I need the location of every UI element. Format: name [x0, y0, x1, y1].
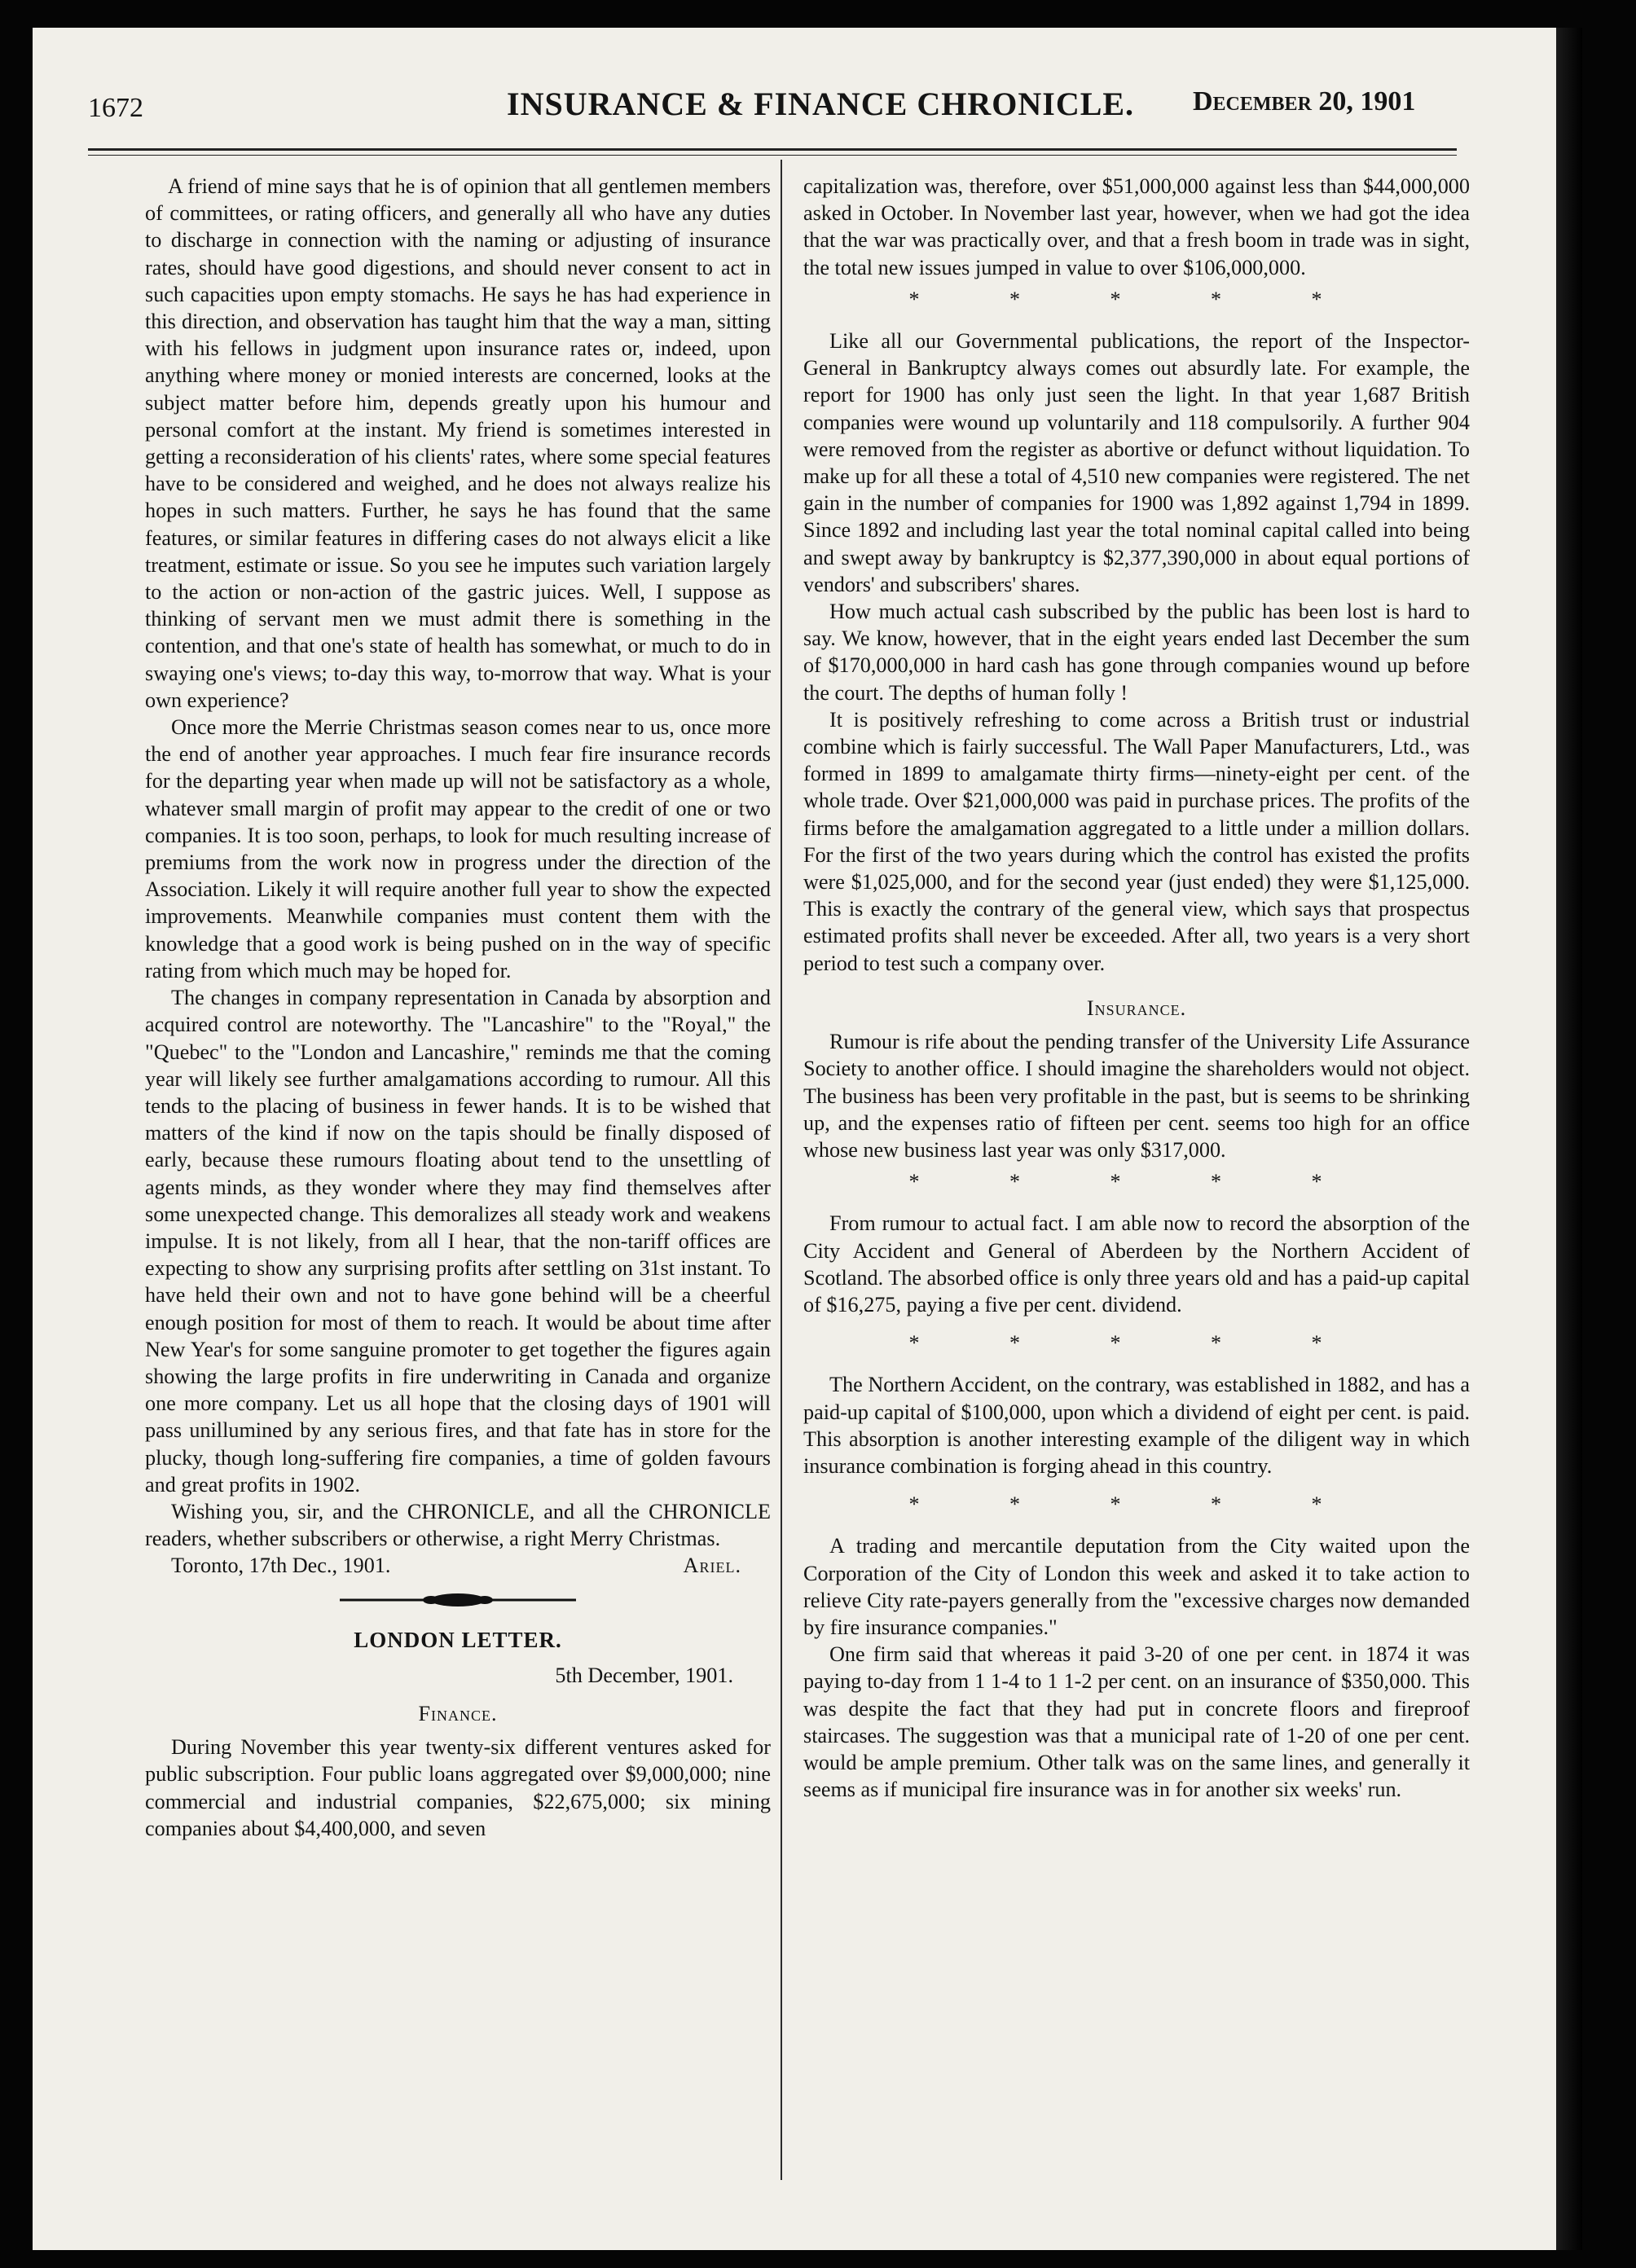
header-rule-thin	[88, 155, 1457, 156]
paragraph-christmas: Once more the Merrie Christmas season comes near to us, once more the end of another year approaches. I much fear fire insurance records for the departing year when made up will not be satisfactory as a whole, whatever small margin of profit may appear to the credit of one or two companies. It is too soon, perhaps, to look for much resulting increase of premiums from the work now in progress under the direction of the Association. Likely it will require another full year to show the expected improvements. Meanwhile companies must content them with the knowledge that a good work is being pushed on in the way of specific rating from which much may be hoped for.	[145, 715, 771, 982]
paragraph-cash-lost: How much actual cash subscribed by the public has been lost is hard to say. We know, however, that in the eight years ended last December the sum of $170,000,000 in hard cash has gone through companies wound up before the court. The depths of human folly !	[803, 600, 1470, 705]
paragraph-finance: During November this year twenty-six different ventures asked for public subscription. Four public loans aggregated over $9,000,000; nine commercial and industrial companies, $22,675,000; six mining companies about $4,400,000, and seven	[145, 1735, 771, 1840]
left-column	[145, 173, 771, 1842]
paragraph-northern-accident: The Northern Accident, on the contrary, was established in 1882, and has a paid-up capital of $100,000, upon which a dividend of eight per cent. is paid. This absorption is another interesting example of the diligent way in which insurance combination is forging ahead in this country.	[803, 1373, 1470, 1478]
section-stars: * * * * *	[908, 287, 1365, 311]
letter-date: 5th December, 1901.	[555, 1663, 733, 1687]
paragraph-wishes: Wishing you, sir, and the CHRONICLE, and all the CHRONICLE readers, whether subscribers or otherwise, a right Merry Christmas.	[145, 1499, 771, 1551]
column-divider	[781, 160, 782, 2180]
signature-row	[145, 1552, 771, 1579]
letter-title: LONDON LETTER.	[354, 1627, 562, 1652]
scan-shadow-edge	[1556, 28, 1582, 2250]
paragraph-rates: One firm said that whereas it paid 3-20 of one per cent. in 1874 it was paying to-day from 1 1-4 to 1 1-2 per cent. on an insurance of $350,000. This was despite the fact that they had put in concrete floors and fireproof staircases. The suggestion was that a municipal rate of 1-20 of one per cent. would be ample premium. Other talk was on the same lines, and generally it seems as if municipal fire insurance was in for another six weeks' run.	[803, 1642, 1470, 1802]
section-stars: * * * * *	[908, 1170, 1365, 1194]
paragraph-bankruptcy-report: Like all our Governmental publications, the report of the Inspector-General in Bankruptcy always comes out absurdly late. For example, the report for 1900 has only just seen the light. In that year 1,687 British companies were wound up voluntarily and 118 compulsorily. A further 904 were removed from the register as abortive or defunct without liquidation. To make up for all these a total of 4,510 new companies were registered. The net gain in the number of companies for 1900 was 1,892 against 1,794 in 1899. Since 1892 and including last year the total nominal capital called into being and swept away by bankruptcy is $2,377,390,000 in about equal portions of vendors' and subscribers' shares.	[803, 329, 1470, 596]
header-rule	[88, 148, 1457, 151]
paragraph-city-accident: From rumour to actual fact. I am able now to record the absorption of the City Accident and General of Aberdeen by the Northern Accident of Scotland. The absorbed office is only three years old and has a paid-up capital of $16,275, paying a five per cent. dividend.	[803, 1211, 1470, 1316]
section-stars: * * * * *	[908, 1492, 1365, 1517]
publication-title: INSURANCE & FINANCE CHRONICLE.	[507, 86, 1135, 122]
scanned-page	[33, 28, 1582, 2250]
paragraph-company-changes: The changes in company representation in Canada by absorption and acquired control are noteworthy. The "Lancashire" to the "Royal," the "Quebec" to the "London and Lancashire," reminds me that the coming year will likely see further amalgamations according to rumour. All this tends to the placing of business in fewer hands. It is to be wished that matters of the kind if now on the tapis should be finally disposed of early, because these rumours floating about tend to the unsettling of agents minds, as they wonder where they may find themselves after some unexpected change. This demoralizes all steady work and weakens impulse. It is not likely, from all I hear, that the non-tariff offices are expecting to show any surprising profits after settling on 31st instant. To have held their own and not to have gone behind will be a cheerful enough position for most of them to reach. It would be about time after New Year's for some sanguine promoter to get together the figures again showing the large profits in fire underwriting in Canada and organize one more company. Let us all hope that the closing days of 1901 will pass unillumined by any serious fires, and that fate has in store for the plucky, though long-suffering fire companies, a time of golden favours and great profits in 1902.	[145, 986, 771, 1497]
right-column	[803, 173, 1470, 1803]
page-header	[88, 77, 1457, 142]
issue-date: December 20, 1901	[1193, 86, 1416, 116]
paragraph-university-life: Rumour is rife about the pending transfer of the University Life Assurance Society to another office. I should imagine the shareholders would not object. The business has been very profitable in the past, but is seems to be shrinking up, and the expenses ratio of fifteen per cent. seems too high for an office whose new business last year was only $317,000.	[803, 1030, 1470, 1162]
paragraph-digestion: A friend of mine says that he is of opinion that all gentlemen members of committees, or rating officers, and generally all who have any duties to discharge in connection with the naming or adjusting of insurance rates, should have good digestions, and should never consent to act in such capacities upon empty stomachs. He says he has had experience in this direction, and observation has taught him that the way a man, sitting with his fellows in judgment upon insurance rates or, indeed, upon anything where money or monied interests are concerned, looks at the subject matter before him, depends greatly upon his humour and personal comfort at the instant. My friend is sometimes interested in getting a reconsideration of his clients' rates, where some special features have to be considered and weighed, and he does not always realize his hopes in such matters. Further, he says he has found that the same features, or similar features in differing cases do not always elicit a like treatment, estimate or issue. So you see he imputes such variation largely to the action or non-action of the gastric juices. Well, I suppose as thinking of servant men we must admit there is something in the contention, and that one's state of health has somewhat, or much to do in swaying one's views; to-day this way, to-morrow that way. What is your own experience?	[145, 174, 771, 712]
signoff-place-date: Toronto, 17th Dec., 1901.	[171, 1554, 391, 1578]
signoff-name: Ariel.	[683, 1554, 741, 1578]
paragraph-capitalization: capitalization was, therefore, over $51,000,000 against less than $44,000,000 asked in October. In November last year, however, when we had got the idea that the war was practically over, and that a fresh boom in trade was in sight, the total new issues jumped in value to over $106,000,000.	[803, 174, 1470, 279]
section-heading-insurance: Insurance.	[1086, 996, 1187, 1020]
section-heading-finance: Finance.	[418, 1701, 498, 1725]
paragraph-wall-paper: It is positively refreshing to come across a British trust or industrial combine which is fairly successful. The Wall Paper Manufacturers, Ltd., was formed in 1899 to amalgamate thirty firms—ninety-eight per cent. of the whole trade. Over $21,000,000 was paid in purchase prices. The profits of the firms before the amalgamation aggregated to a little under a million dollars. For the first of the two years during which the control has existed the profits were $1,025,000, and for the second year (just ended) they were $1,125,000. This is exactly the contrary of the general view, which says that prospectus estimated profits shall never be exceeded. After all, two years is a very short period to test such a company over.	[803, 707, 1470, 975]
ornament-divider	[340, 1591, 576, 1609]
paragraph-deputation: A trading and mercantile deputation from the City waited upon the Corporation of the City of London this week and asked it to take action to relieve City rate-payers generally from the "excessive charges now demanded by fire insurance companies."	[803, 1534, 1470, 1639]
page-number: 1672	[88, 93, 143, 123]
section-stars: * * * * *	[908, 1331, 1365, 1356]
